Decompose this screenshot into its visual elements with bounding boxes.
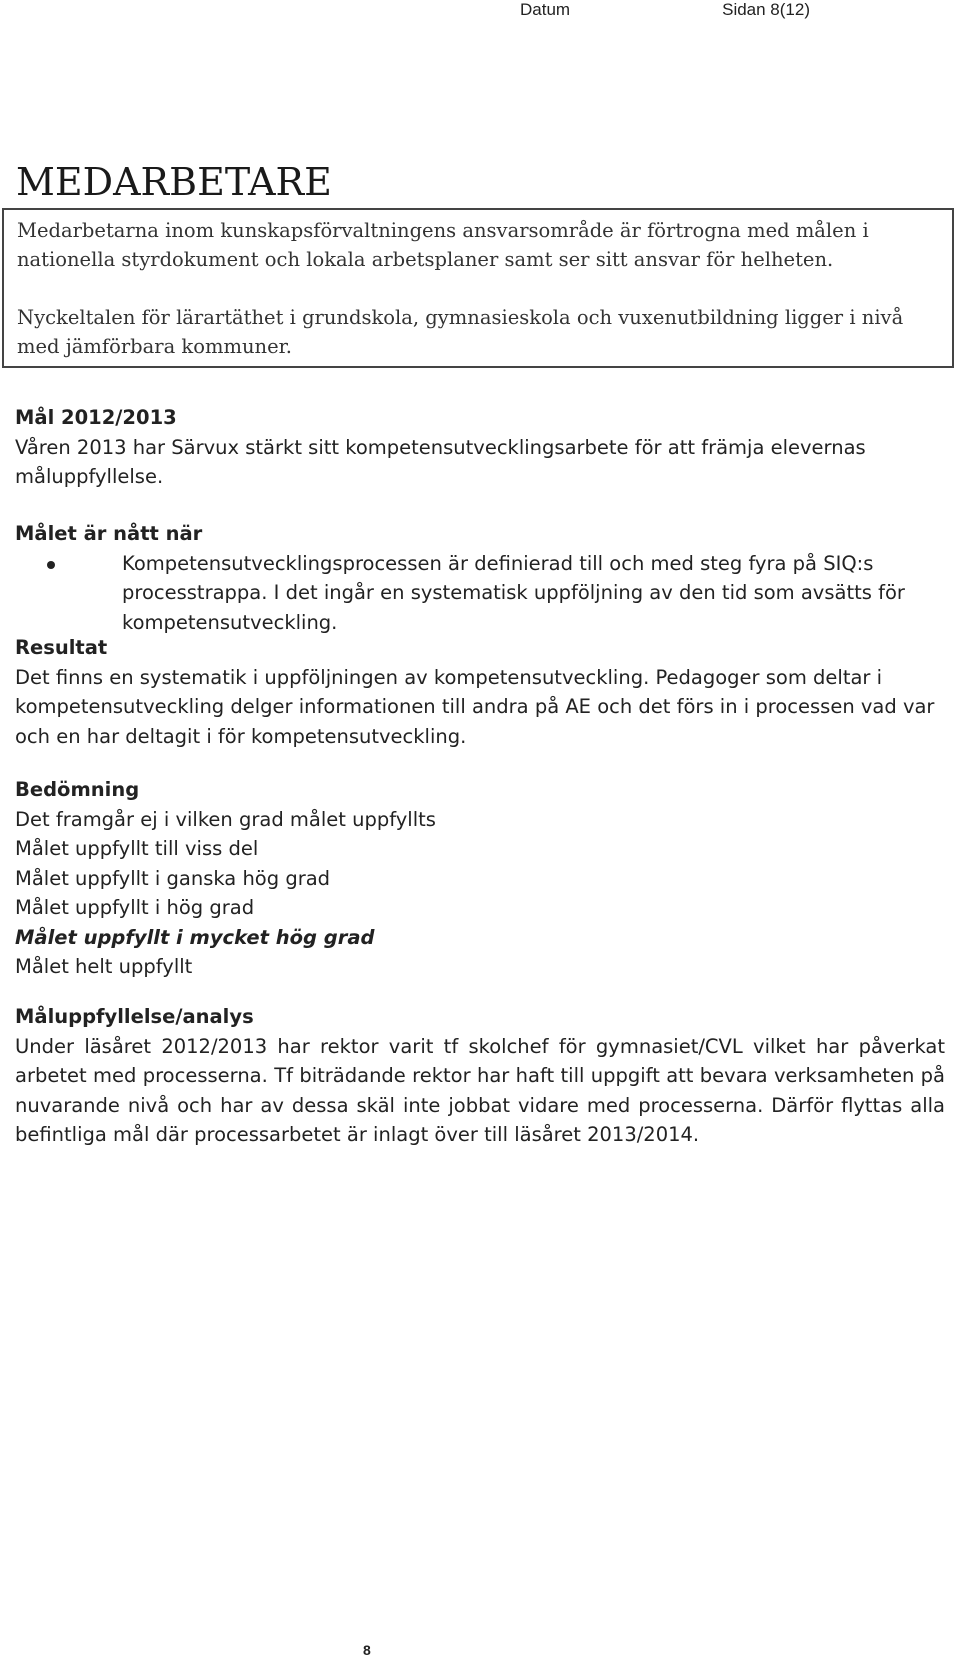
assessment-level: Målet uppfyllt i hög grad bbox=[15, 896, 255, 919]
result-text: Det finns en systematik i uppföljningen av kompetensutveckling. Pedagoger som deltar i kompetensutveckling delger informationen till andra på AE och det förs in i processen vad var och en har deltagit i för kompetensutveckling. bbox=[15, 665, 935, 748]
intro-paragraph-1: Medarbetarna inom kunskapsförvaltningens ansvarsområde är förtrogna med målen i nationella styrdokument och lokala arbetsplaner samt ser sitt ansvar för helheten. bbox=[17, 219, 869, 271]
assessment-level-selected: Målet uppfyllt i mycket hög grad bbox=[15, 925, 375, 949]
goal-reached-list bbox=[15, 549, 945, 638]
page-header bbox=[520, 0, 810, 20]
goal-reached-heading: Målet är nått när bbox=[15, 522, 203, 545]
bullet-icon bbox=[47, 561, 55, 569]
header-page-label: Sidan 8(12) bbox=[722, 0, 810, 19]
list-item bbox=[15, 549, 945, 638]
list-item-text: Kompetensutvecklingsprocessen är definierad till och med steg fyra på SIQ:s processtrappa. I det ingår en systematisk uppföljning av den tid som avsätts för kompetensutveckling. bbox=[122, 551, 905, 634]
header-date-label: Datum bbox=[520, 0, 571, 19]
footer-page-number: 8 bbox=[363, 1642, 371, 1658]
goal-section bbox=[15, 403, 945, 492]
result-heading: Resultat bbox=[15, 636, 108, 659]
analysis-section bbox=[15, 1002, 945, 1150]
assessment-heading: Bedömning bbox=[15, 778, 140, 801]
goal-heading: Mål 2012/2013 bbox=[15, 406, 177, 429]
assessment-section bbox=[15, 775, 945, 982]
intro-paragraph-2: Nyckeltalen för lärartäthet i grundskola, gymnasieskola och vuxenutbildning ligger i nivå med jämförbara kommuner. bbox=[17, 306, 904, 358]
result-section bbox=[15, 633, 945, 751]
assessment-level: Målet uppfyllt till viss del bbox=[15, 837, 259, 860]
analysis-heading: Måluppfyllelse/analys bbox=[15, 1005, 254, 1028]
intro-box bbox=[2, 208, 954, 368]
page-title: MEDARBETARE bbox=[16, 160, 332, 204]
goal-reached-section bbox=[15, 519, 945, 637]
analysis-text: Under läsåret 2012/2013 har rektor varit tf skolchef för gymnasiet/CVL vilket har påverkat arbetet med processerna. Tf biträdande rektor har haft till uppgift att bevara verksamheten på nuvarande nivå och har av dessa skäl inte jobbat vidare med processerna. Därför flyttas alla befintliga mål där processarbetet är inlagt över till läsåret 2013/2014. bbox=[15, 1034, 945, 1146]
assessment-level: Målet helt uppfyllt bbox=[15, 955, 193, 978]
assessment-level: Det framgår ej i vilken grad målet uppfyllts bbox=[15, 807, 436, 831]
assessment-level: Målet uppfyllt i ganska hög grad bbox=[15, 866, 331, 890]
goal-text: Våren 2013 har Särvux stärkt sitt kompetensutvecklingsarbete för att främja elevernas måluppfyllelse. bbox=[15, 435, 866, 488]
